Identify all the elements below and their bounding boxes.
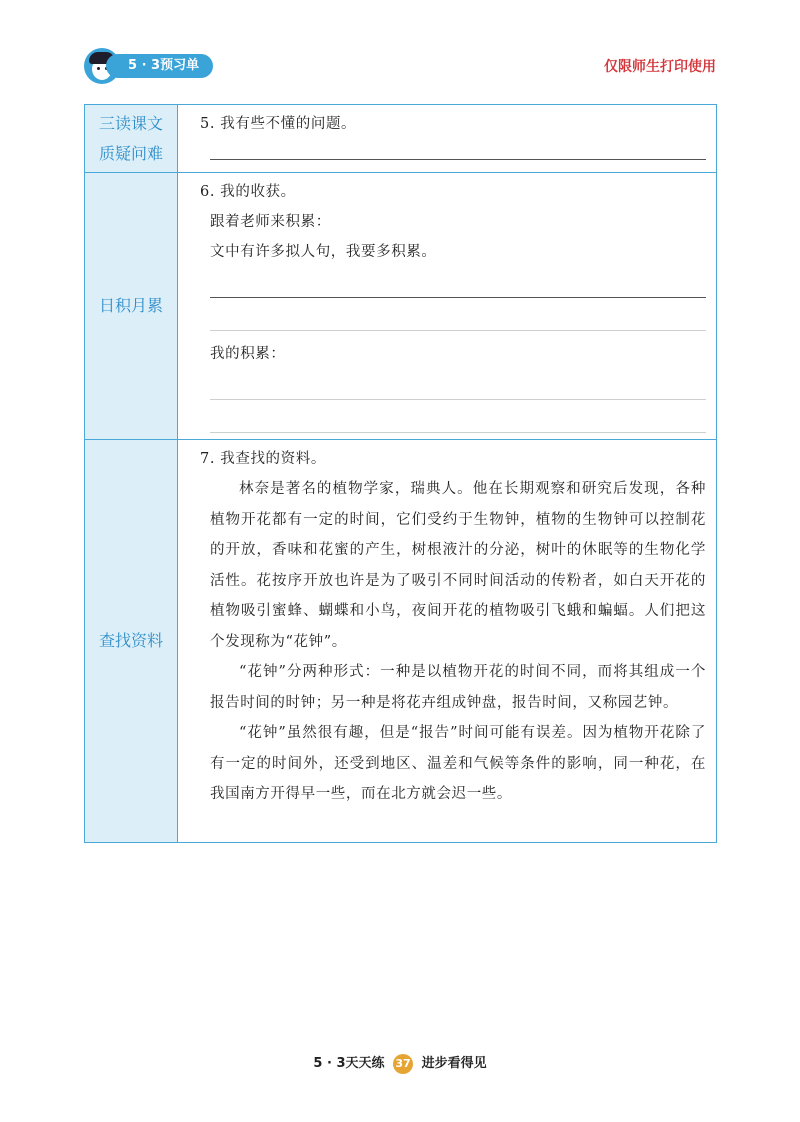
research-item: 7. 我查找的资料。 xyxy=(200,451,326,467)
accumulation-prompt-2: 文中有许多拟人句，我要多积累。 xyxy=(210,244,437,260)
accumulation-item: 6. 我的收获。 xyxy=(200,184,296,200)
page-footer xyxy=(0,1052,800,1074)
question-item: 5. 我有些不懂的问题。 xyxy=(200,116,357,132)
label-line-1: 三读课文 xyxy=(98,113,163,133)
footer-right-text: 进步看得见 xyxy=(421,1056,487,1071)
research-paragraph: “花钟”分两种形式：一种是以植物开花的时间不同，而将其组成一个报告时间的时钟；另一种是将花卉组成钟盘，报告时间，又称园艺钟。 xyxy=(210,664,706,711)
worksheet-table xyxy=(84,104,717,843)
restriction-notice: 仅限师生打印使用 xyxy=(604,59,716,75)
section-questions xyxy=(85,105,716,172)
section-accumulation xyxy=(85,172,716,439)
answer-line[interactable] xyxy=(210,159,706,160)
section-label-research: 查找资料 xyxy=(85,440,178,842)
section-label-questions xyxy=(85,105,178,172)
label-line-2: 质疑问难 xyxy=(98,143,163,163)
footer-left-text: 5 · 3天天练 xyxy=(313,1056,385,1071)
research-paragraph: “花钟”虽然很有趣，但是“报告”时间可能有误差。因为植物开花除了有一定的时间外，还受到地区、温差和气候等条件的影响，同一种花，在我国南方开得早一些，而在北方就会迟一些。 xyxy=(210,725,706,802)
accumulation-prompt-3: 我的积累： xyxy=(210,346,286,362)
page-number: 37 xyxy=(393,1054,413,1074)
series-label: 5 · 3预习单 xyxy=(106,54,213,78)
section-research xyxy=(85,439,716,842)
answer-line[interactable] xyxy=(210,432,706,433)
accumulation-prompt-1: 跟着老师来积累： xyxy=(210,214,331,230)
section-label-accumulation: 日积月累 xyxy=(85,173,178,439)
page-header xyxy=(84,46,716,86)
research-paragraph: 林奈是著名的植物学家，瑞典人。他在长期观察和研究后发现，各种植物开花都有一定的时间，它们受约于生物钟，植物的生物钟可以控制花的开放，香味和花蜜的产生，树根液汁的分泌，树叶的休眠等的生物化学活性。花按序开放也许是为了吸引不同时间活动的传粉者，如白天开花的植物吸引蜜蜂、蝴蝶和小鸟，夜间开花的植物吸引飞蛾和蝙蝠。人们把这个发现称为“花钟”。 xyxy=(210,481,706,650)
